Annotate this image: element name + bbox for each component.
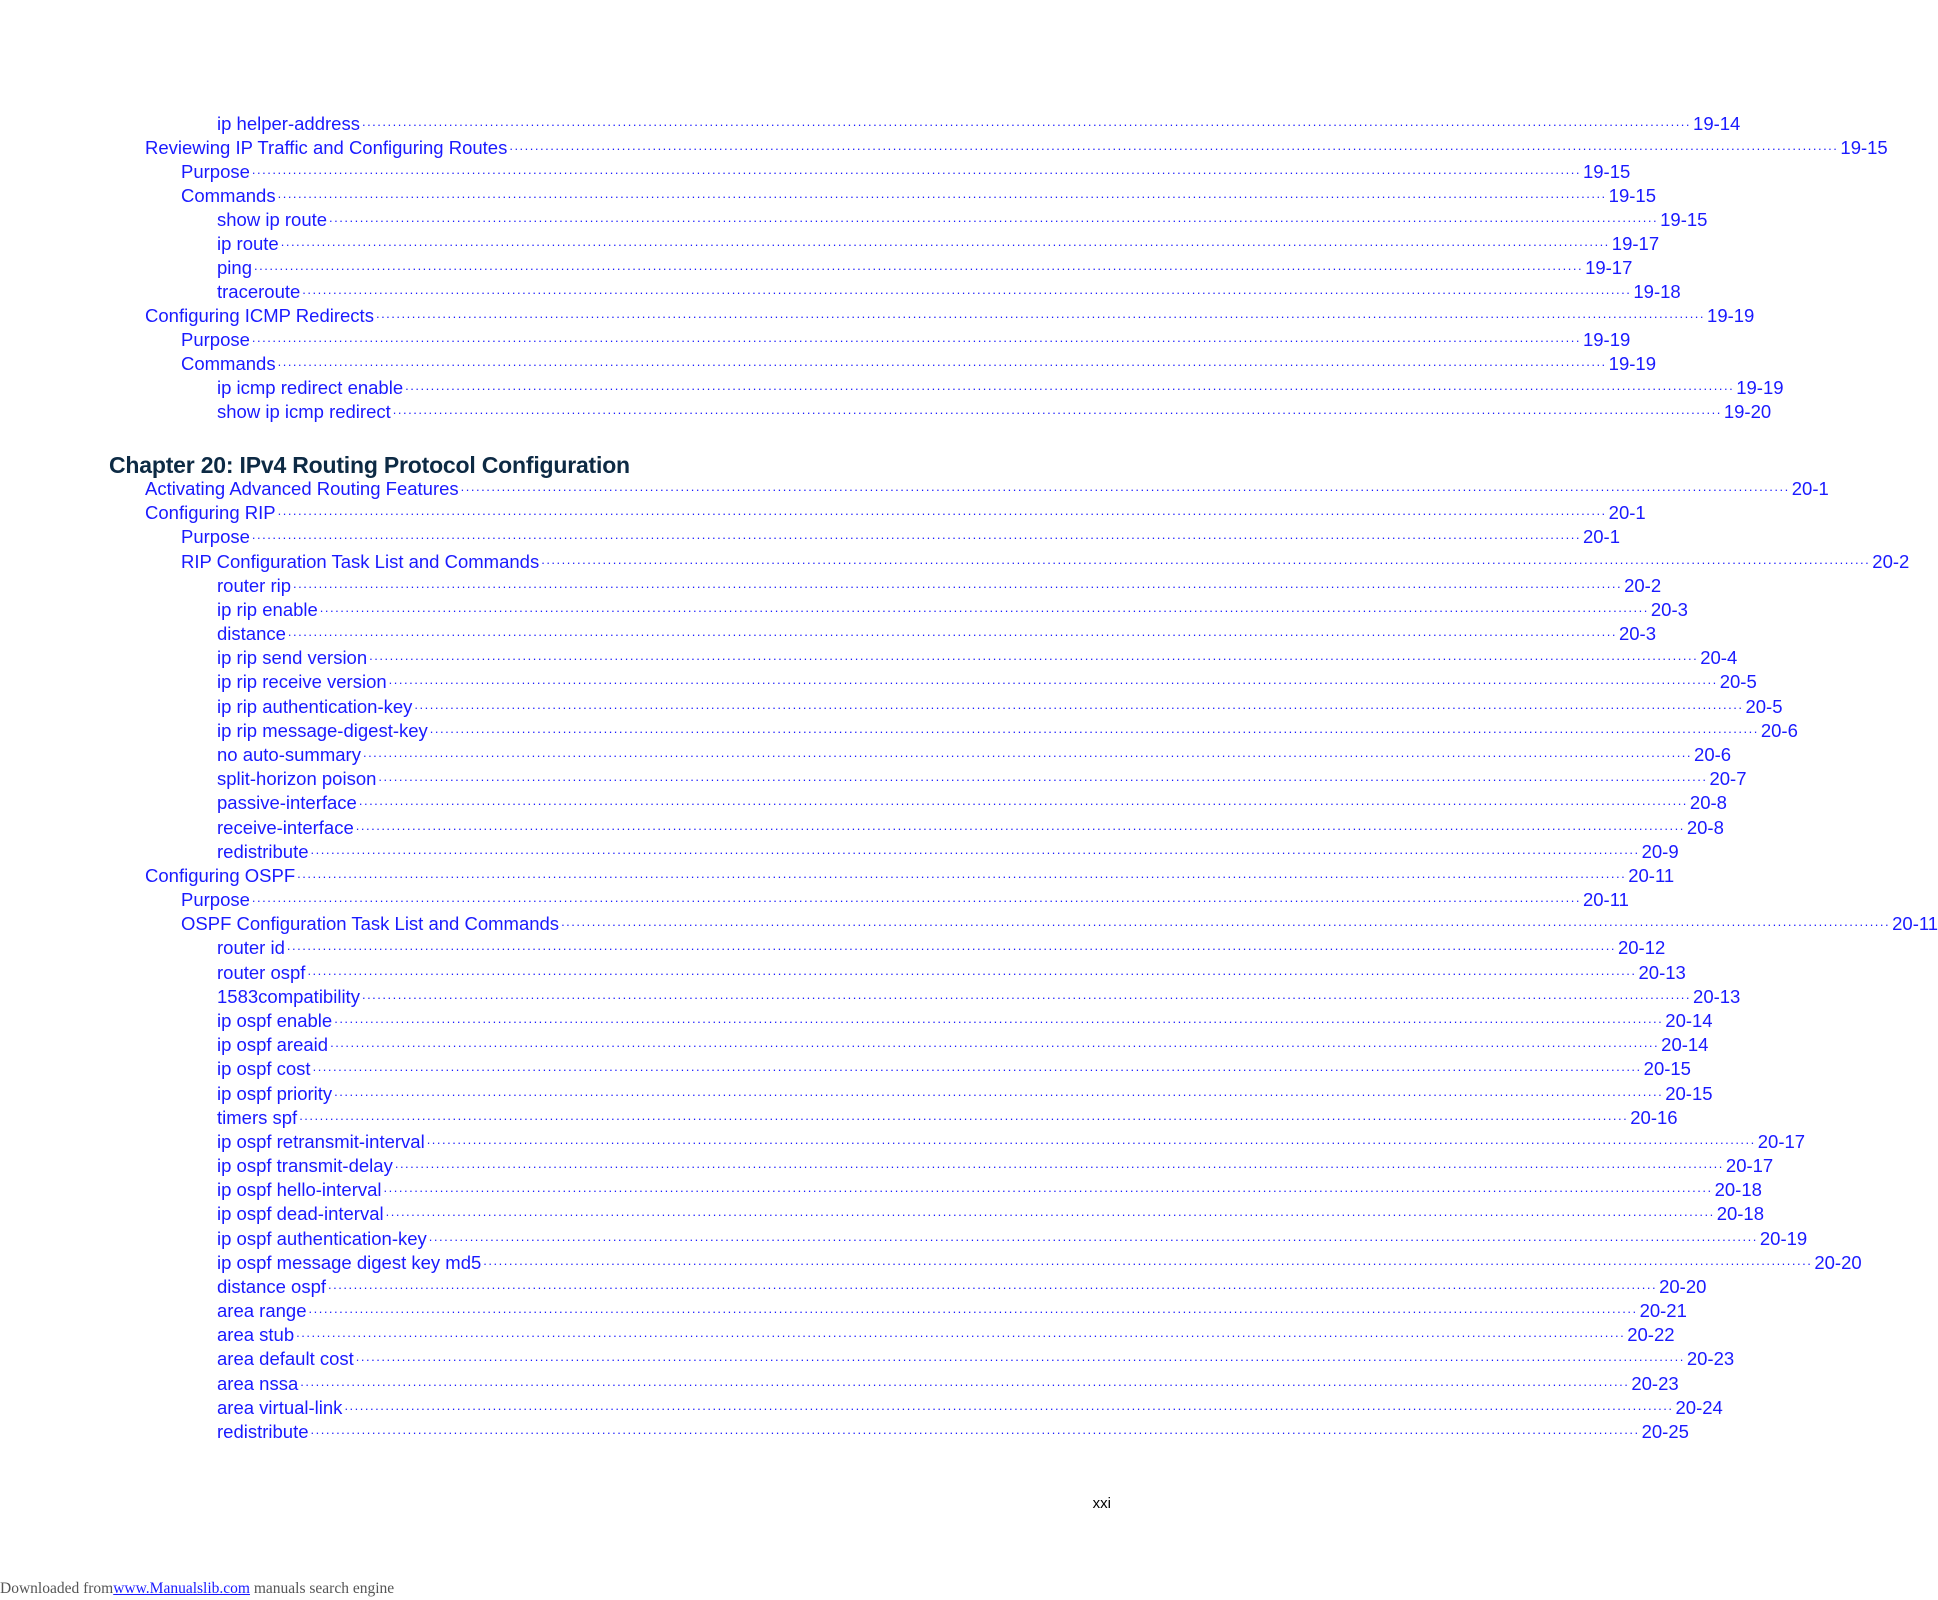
toc-entry[interactable] [217,1179,1762,1201]
toc-entry-page: 19-18 [1633,281,1681,302]
toc-dot-leader: .................................................................................................................................................................................................................................................................... [394,1156,1724,1172]
toc-entry[interactable] [217,719,1798,742]
toc-dot-leader: .................................................................................................................................................................................................................................................................... [277,503,1607,519]
toc-entry[interactable] [217,401,1772,423]
toc-entry-page: 19-15 [1608,185,1656,206]
download-footer [0,1580,394,1598]
toc-dot-leader: .................................................................................................................................................................................................................................................................... [561,914,1891,930]
toc-entry-title: no auto-summary [217,743,361,765]
toc-entry-page: 20-13 [1638,961,1686,983]
toc-dot-leader: .................................................................................................................................................................................................................................................................... [388,672,1718,688]
toc-entry-title: distance ospf [217,1275,327,1297]
toc-entry-title: router rip [217,574,292,596]
toc-dot-leader: .................................................................................................................................................................................................................................................................... [287,624,1617,640]
toc-entry-title: ip rip authentication-key [217,695,413,717]
toc-entry-title: passive-interface [217,792,357,814]
toc-entry[interactable] [217,1155,1774,1177]
toc-entry-page: 20-17 [1757,1130,1806,1152]
toc-entry-page: 20-11 [1892,913,1938,935]
toc-entry-title: Activating Advanced Routing Features [145,478,459,499]
toc-entry-title: split-horizon poison [217,768,377,790]
toc-entry-title: Purpose [181,526,250,548]
toc-entry[interactable] [217,1009,1713,1032]
toc-entry-title: area virtual-link [217,1396,343,1418]
toc-entry-title: ip ospf areaid [217,1034,329,1056]
toc-entry[interactable] [217,816,1724,839]
toc-entry-page: 19-15 [1582,161,1631,182]
toc-entry-title: area default cost [217,1348,354,1370]
toc-dot-leader: .................................................................................................................................................................................................................................................................... [251,162,1581,177]
toc-entry[interactable] [217,792,1727,814]
toc-dot-leader: .................................................................................................................................................................................................................................................................... [293,575,1623,591]
toc-dot-leader: .................................................................................................................................................................................................................................................................... [362,744,1693,760]
toc-entry-title: ip rip receive version [217,671,387,693]
toc-dot-leader: .................................................................................................................................................................................................................................................................... [428,1228,1758,1244]
toc-entry[interactable] [217,743,1732,766]
toc-entry-page: 20-2 [1872,550,1910,572]
toc-entry[interactable] [217,647,1738,669]
toc-entry-page: 20-14 [1665,1009,1713,1031]
toc-entry-title: area stub [217,1324,295,1346]
toc-entry-title: ip ospf enable [217,1009,333,1031]
toc-entry[interactable] [217,1300,1687,1322]
toc-dot-leader: .................................................................................................................................................................................................................................................................... [308,1301,1638,1317]
toc-entry-page: 20-8 [1689,792,1727,814]
toc-entry[interactable] [217,598,1688,621]
toc-entry-title: ip rip enable [217,598,318,620]
manualslib-link[interactable]: www.Manualslib.com [113,1580,250,1597]
toc-entry[interactable] [181,913,1938,935]
toc-entry-page: 20-1 [1582,526,1621,548]
toc-entry-title: router ospf [217,961,306,983]
toc-entry-page: 19-15 [1840,137,1888,158]
toc-entry-page: 19-19 [1608,353,1656,374]
toc-entry[interactable] [145,137,1888,159]
toc-entry-title: ip ospf transmit-delay [217,1155,393,1177]
toc-entry-title: ip ospf hello-interval [217,1179,382,1201]
toc-entry-title: Commands [181,353,276,374]
toc-dot-leader: .................................................................................................................................................................................................................................................................... [541,551,1871,567]
toc-entry[interactable] [181,353,1656,375]
toc-entry[interactable] [217,985,1741,1008]
toc-entry[interactable] [217,671,1757,693]
toc-dot-leader: .................................................................................................................................................................................................................................................................... [383,1180,1713,1196]
toc-entry-page: 19-15 [1660,209,1708,230]
toc-entry[interactable] [181,185,1656,207]
toc-entry-page: 20-23 [1631,1372,1679,1394]
toc-entry[interactable] [217,1372,1679,1395]
toc-entry-page: 19-19 [1736,377,1784,398]
toc-entry-page: 20-13 [1693,985,1741,1007]
toc-entry-page: 20-16 [1630,1106,1678,1128]
toc-entry-page: 20-19 [1759,1227,1808,1249]
toc-entry-page: 19-17 [1585,257,1633,278]
toc-entry-page: 20-6 [1760,719,1798,741]
toc-entry-title: area nssa [217,1372,299,1394]
toc-entry[interactable] [217,1275,1707,1298]
toc-dot-leader: .................................................................................................................................................................................................................................................................... [310,1422,1640,1438]
toc-entry-title: redistribute [217,1421,309,1443]
toc-entry-page: 20-22 [1627,1324,1675,1346]
toc-dot-leader: .................................................................................................................................................................................................................................................................... [286,938,1616,954]
toc-entry-title: Purpose [181,161,250,182]
footer-prefix: Downloaded from [0,1580,114,1597]
toc-entry[interactable] [217,1396,1723,1419]
toc-entry-title: ip ospf cost [217,1058,311,1080]
toc-entry-page: 20-7 [1709,768,1747,790]
toc-entry-page: 20-5 [1719,671,1757,693]
toc-dot-leader: .................................................................................................................................................................................................................................................................... [307,962,1637,978]
toc-entry-title: ip icmp redirect enable [217,377,404,398]
toc-dot-leader: .................................................................................................................................................................................................................................................................... [358,793,1688,809]
toc-entry-page: 20-6 [1694,743,1732,765]
toc-entry-title: Configuring ICMP Redirects [145,305,374,326]
toc-entry-title: ip ospf dead-interval [217,1203,384,1225]
toc-entry-page: 20-1 [1791,478,1829,499]
toc-entry-title: ip rip send version [217,647,368,669]
toc-dot-leader: .................................................................................................................................................................................................................................................................... [405,378,1735,393]
toc-entry-title: redistribute [217,840,309,862]
toc-entry[interactable] [217,209,1708,231]
toc-dot-leader: .................................................................................................................................................................................................................................................................... [334,1010,1664,1026]
toc-entry[interactable] [217,1324,1675,1346]
toc-dot-leader: .................................................................................................................................................................................................................................................................... [385,1204,1715,1220]
toc-entry-page: 20-15 [1665,1082,1713,1104]
toc-dot-leader: .................................................................................................................................................................................................................................................................... [392,402,1722,417]
toc-dot-leader: .................................................................................................................................................................................................................................................................... [302,282,1632,297]
toc-entry[interactable] [217,1034,1709,1056]
toc-entry-title: Purpose [181,889,250,911]
toc-dot-leader: .................................................................................................................................................................................................................................................................... [251,527,1581,543]
toc-entry-page: 20-25 [1641,1421,1689,1443]
toc-entry-title: ping [217,257,252,278]
toc-dot-leader: .................................................................................................................................................................................................................................................................... [483,1252,1813,1268]
toc-entry-page: 20-4 [1700,647,1738,669]
toc-entry-page: 20-2 [1624,574,1662,596]
toc-entry-page: 20-5 [1745,695,1783,717]
toc-entry[interactable] [145,502,1646,524]
toc-entry-title: show ip icmp redirect [217,401,391,422]
toc-entry[interactable] [217,1348,1735,1370]
toc-entry-title: area range [217,1300,307,1322]
toc-entry-title: RIP Configuration Task List and Commands [181,550,540,572]
toc-entry-page: 20-1 [1608,502,1646,524]
page-number: xxi [1092,1495,1111,1512]
toc-entry-title: distance [217,623,286,645]
toc-entry-page: 20-23 [1686,1348,1735,1370]
toc-entry-page: 20-3 [1618,623,1657,645]
toc-entry-page: 19-19 [1707,305,1755,326]
toc-dot-leader: .................................................................................................................................................................................................................................................................... [344,1397,1674,1413]
toc-dot-leader: .................................................................................................................................................................................................................................................................... [253,258,1584,273]
toc-dot-leader: .................................................................................................................................................................................................................................................................... [319,599,1649,615]
toc-dot-leader: .................................................................................................................................................................................................................................................................... [310,841,1640,857]
toc-entry[interactable] [217,1203,1765,1225]
toc-dot-leader: .................................................................................................................................................................................................................................................................... [299,1107,1629,1123]
toc-entry[interactable] [217,1106,1678,1129]
chapter-heading: Chapter 20: IPv4 Routing Protocol Configuration [109,452,630,478]
toc-entry-title: 1583compatibility [217,985,360,1007]
toc-entry[interactable] [217,1251,1862,1274]
toc-dot-leader: .................................................................................................................................................................................................................................................................... [361,986,1692,1002]
toc-entry-page: 20-18 [1716,1203,1765,1225]
toc-entry-page: 19-14 [1693,113,1741,134]
toc-dot-leader: .................................................................................................................................................................................................................................................................... [312,1059,1642,1075]
toc-dot-leader: .................................................................................................................................................................................................................................................................... [375,306,1706,321]
toc-entry[interactable] [217,623,1657,645]
toc-dot-leader: .................................................................................................................................................................................................................................................................... [426,1131,1756,1147]
toc-entry-page: 20-11 [1628,864,1675,886]
toc-entry-title: Commands [181,185,276,206]
toc-entry[interactable] [145,305,1755,327]
toc-entry[interactable] [217,257,1633,279]
toc-entry-title: receive-interface [217,816,354,838]
toc-entry-title: Purpose [181,329,250,350]
toc-entry-title: ip rip message-digest-key [217,719,428,741]
toc-entry[interactable] [145,478,1829,500]
footer-suffix: manuals search engine [249,1580,395,1597]
toc-entry[interactable] [217,113,1741,135]
toc-entry[interactable] [181,329,1631,351]
toc-dot-leader: .................................................................................................................................................................................................................................................................... [509,138,1839,153]
toc-dot-leader: .................................................................................................................................................................................................................................................................... [280,234,1610,249]
toc-dot-leader: .................................................................................................................................................................................................................................................................... [429,720,1759,736]
toc-entry[interactable] [217,961,1686,984]
toc-entry[interactable] [217,1130,1806,1153]
toc-entry[interactable] [181,889,1629,911]
toc-entry-title: ip helper-address [217,113,360,134]
toc-dot-leader: .................................................................................................................................................................................................................................................................... [355,1349,1685,1365]
toc-dot-leader: .................................................................................................................................................................................................................................................................... [277,186,1607,201]
toc-dot-leader: .................................................................................................................................................................................................................................................................... [355,817,1685,833]
toc-entry-page: 20-21 [1639,1300,1687,1322]
toc-entry-page: 20-20 [1659,1275,1707,1297]
toc-entry[interactable] [217,377,1784,399]
toc-dot-leader: .................................................................................................................................................................................................................................................................... [277,354,1607,369]
toc-entry-page: 19-19 [1582,329,1631,350]
toc-entry-page: 20-3 [1650,598,1688,620]
toc-entry[interactable] [217,695,1783,718]
toc-entry-page: 20-9 [1641,840,1679,862]
toc-dot-leader: .................................................................................................................................................................................................................................................................... [334,1083,1664,1099]
toc-entry-title: ip ospf authentication-key [217,1227,427,1249]
toc-entry[interactable] [217,574,1662,597]
toc-entry-page: 20-12 [1617,937,1666,959]
toc-dot-leader: .................................................................................................................................................................................................................................................................... [460,479,1790,494]
toc-dot-leader: .................................................................................................................................................................................................................................................................... [328,1276,1658,1292]
toc-dot-leader: .................................................................................................................................................................................................................................................................... [369,648,1699,664]
toc-entry[interactable] [217,937,1666,959]
toc-entry-page: 20-20 [1814,1251,1862,1273]
toc-entry-title: ip ospf priority [217,1082,333,1104]
toc-entry-page: 20-14 [1661,1034,1709,1056]
toc-entry-title: traceroute [217,281,301,302]
toc-dot-leader: .................................................................................................................................................................................................................................................................... [330,1035,1660,1051]
toc-dot-leader: .................................................................................................................................................................................................................................................................... [251,890,1581,906]
toc-entry[interactable] [181,161,1631,183]
toc-entry[interactable] [217,281,1681,303]
toc-entry-title: Configuring OSPF [145,864,296,886]
toc-entry-page: 20-18 [1714,1179,1762,1201]
toc-entry[interactable] [217,233,1660,255]
toc-entry-page: 20-24 [1675,1396,1723,1418]
toc-dot-leader: .................................................................................................................................................................................................................................................................... [297,865,1627,881]
toc-entry-page: 20-17 [1725,1155,1774,1177]
toc-dot-leader: .................................................................................................................................................................................................................................................................... [361,114,1692,129]
toc-entry-title: Reviewing IP Traffic and Configuring Routes [145,137,508,158]
toc-entry-title: router id [217,937,285,959]
toc-entry-title: ip route [217,233,279,254]
toc-entry-title: OSPF Configuration Task List and Commands [181,913,560,935]
toc-entry-page: 20-8 [1686,816,1724,838]
toc-entry[interactable] [181,526,1621,548]
toc-entry-title: ip ospf retransmit-interval [217,1130,425,1152]
toc-entry-title: timers spf [217,1106,298,1128]
toc-entry-title: show ip route [217,209,328,230]
toc-entry-page: 19-20 [1723,401,1772,422]
toc-dot-leader: .................................................................................................................................................................................................................................................................... [300,1373,1630,1389]
toc-dot-leader: .................................................................................................................................................................................................................................................................... [251,330,1581,345]
toc-entry-page: 20-11 [1582,889,1629,911]
toc-entry-page: 19-17 [1611,233,1660,254]
toc-entry-title: ip ospf message digest key md5 [217,1251,482,1273]
toc-entry-title: Configuring RIP [145,502,276,524]
toc-dot-leader: .................................................................................................................................................................................................................................................................... [329,210,1659,225]
toc-entry[interactable] [217,1227,1808,1250]
toc-entry-page: 20-15 [1643,1058,1691,1080]
toc-entry[interactable] [217,1058,1691,1080]
toc-entry[interactable] [145,864,1675,887]
toc-entry[interactable] [217,1082,1713,1105]
toc-dot-leader: .................................................................................................................................................................................................................................................................... [296,1325,1626,1341]
toc-dot-leader: .................................................................................................................................................................................................................................................................... [378,769,1708,785]
toc-entry[interactable] [181,550,1910,573]
toc-dot-leader: .................................................................................................................................................................................................................................................................... [414,696,1744,712]
toc-entry[interactable] [217,1421,1689,1443]
toc-entry[interactable] [217,768,1747,790]
toc-entry[interactable] [217,840,1679,863]
